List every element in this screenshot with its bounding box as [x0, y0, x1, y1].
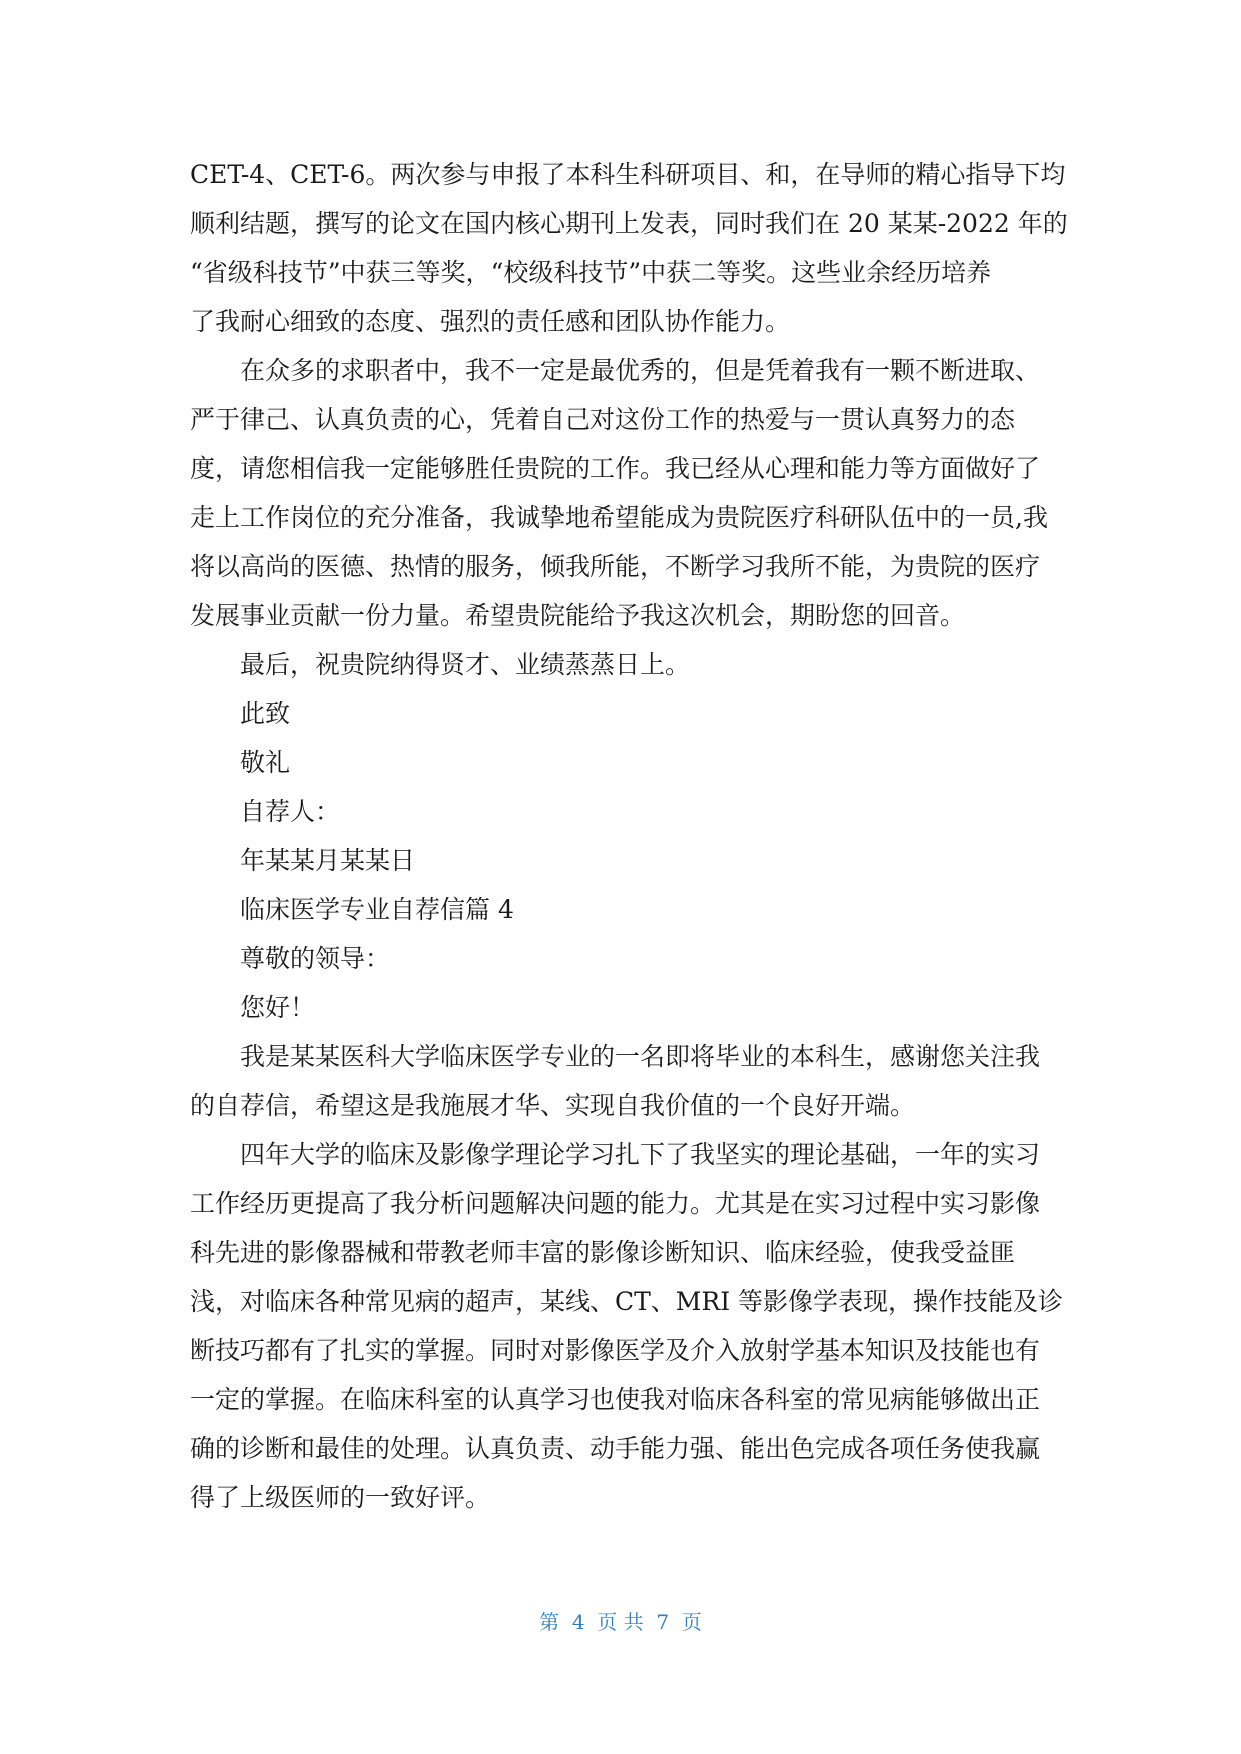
text-line: 将以高尚的医德、热情的服务，倾我所能，不断学习我所不能，为贵院的医疗: [190, 552, 1041, 581]
text-line: CET-4、CET-6。两次参与申报了本科生科研项目、和，在导师的精心指导下均: [190, 160, 1066, 189]
text-line: 断技巧都有了扎实的掌握。同时对影像医学及介入放射学基本知识及技能也有: [190, 1336, 1041, 1365]
text-line: 顺利结题，撰写的论文在国内核心期刊上发表，同时我们在 20 某某-2022 年的: [190, 209, 1068, 238]
text-line: 的自荐信，希望这是我施展才华、实现自我价值的一个良好开端。: [190, 1091, 916, 1120]
text-line: 工作经历更提高了我分析问题解决问题的能力。尤其是在实习过程中实习影像: [190, 1189, 1041, 1218]
greeting-line: 您好！: [240, 993, 316, 1022]
text-line: 发展事业贡献一份力量。希望贵院能给予我这次机会，期盼您的回音。: [190, 601, 966, 630]
text-line: “省级科技节”中获三等奖，“校级科技节”中获二等奖。这些业余经历培养: [190, 258, 992, 287]
text-line: 严于律己、认真负责的心，凭着自己对这份工作的热爱与一贯认真努力的态: [190, 405, 1016, 434]
salutation-line: 此致: [240, 699, 291, 728]
text-line: 科先进的影像器械和带教老师丰富的影像诊断知识、临床经验，使我受益匪: [190, 1238, 1016, 1267]
text-line: 走上工作岗位的充分准备，我诚挚地希望能成为贵院医疗科研队伍中的一员,我: [190, 503, 1048, 532]
section-title: 临床医学专业自荐信篇 4: [240, 895, 514, 924]
text-line: 一定的掌握。在临床科室的认真学习也使我对临床各科室的常见病能够做出正: [190, 1385, 1041, 1414]
date-line: 年某某月某某日: [240, 846, 416, 875]
text-line: 四年大学的临床及影像学理论学习扎下了我坚实的理论基础，一年的实习: [240, 1140, 1041, 1169]
salutation-line: 敬礼: [240, 748, 291, 777]
text-line: 我是某某医科大学临床医学专业的一名即将毕业的本科生，感谢您关注我: [240, 1042, 1041, 1071]
signature-label: 自荐人：: [240, 797, 341, 826]
text-line: 度，请您相信我一定能够胜任贵院的工作。我已经从心理和能力等方面做好了: [190, 454, 1041, 483]
text-line: 了我耐心细致的态度、强烈的责任感和团队协作能力。: [190, 307, 791, 336]
greeting-line: 尊敬的领导：: [240, 944, 391, 973]
closing-wish: 最后，祝贵院纳得贤才、业绩蒸蒸日上。: [240, 650, 691, 679]
document-body: [190, 150, 1070, 1522]
text-line: 确的诊断和最佳的处理。认真负责、动手能力强、能出色完成各项任务使我赢: [190, 1434, 1041, 1463]
page-number-footer: 第 4 页 共 7 页: [539, 1610, 702, 1634]
text-line: 在众多的求职者中，我不一定是最优秀的，但是凭着我有一颗不断进取、: [240, 356, 1041, 385]
text-line: 浅，对临床各种常见病的超声，某线、CT、MRI 等影像学表现，操作技能及诊: [190, 1287, 1064, 1316]
text-line: 得了上级医师的一致好评。: [190, 1483, 491, 1512]
